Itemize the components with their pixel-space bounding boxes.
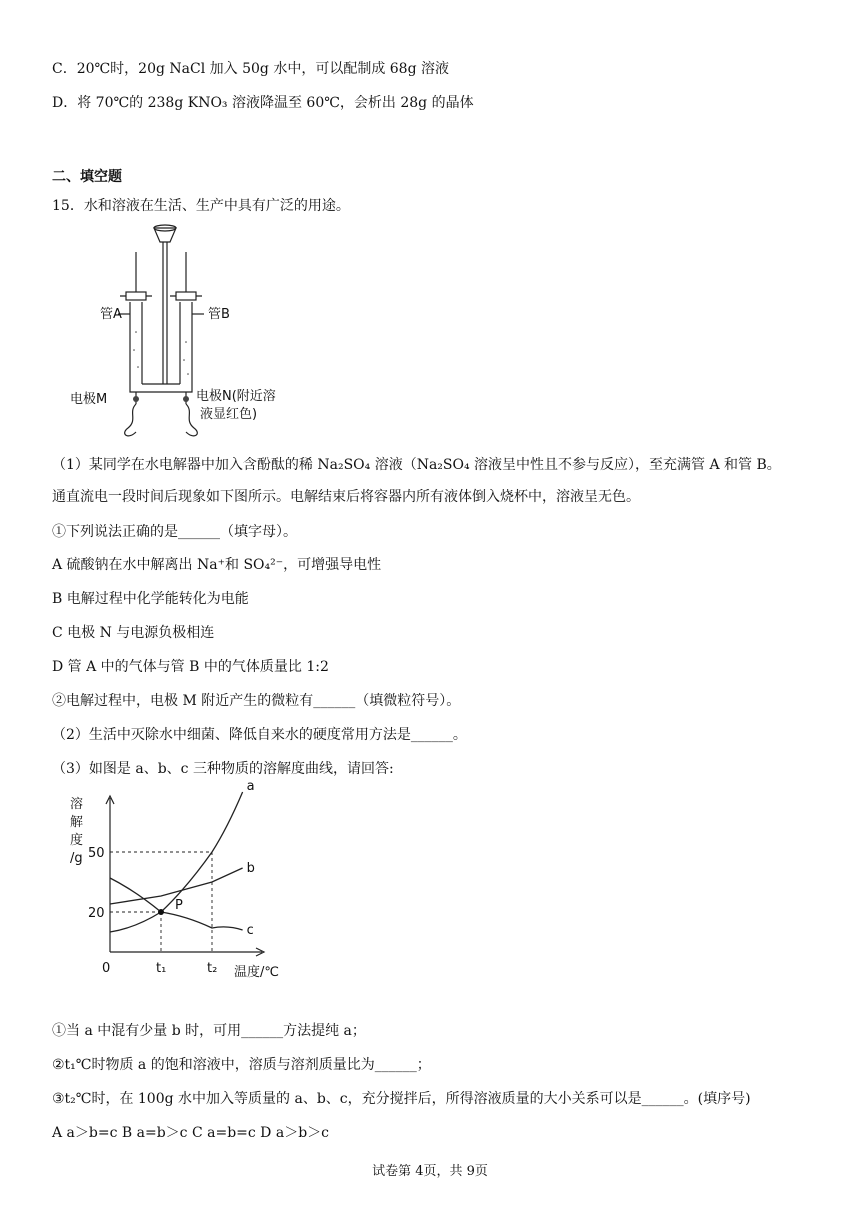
label-electrode-n-2: 液显红色): [200, 407, 258, 422]
wire-n: [186, 404, 197, 436]
y-axis-label: /g: [70, 851, 83, 866]
series-label-b: b: [246, 861, 255, 876]
point-p-label: P: [175, 898, 183, 913]
q1-1: ①下列说法正确的是______（填字母）。: [52, 524, 297, 540]
y-tick-label: 50: [88, 846, 105, 861]
page-footer: 试卷第 4页，共 9页: [372, 1164, 488, 1179]
part3: （3）如图是 a、b、c 三种物质的溶解度曲线，请回答:: [52, 761, 394, 777]
choice-c: C 电极 N 与电源负极相连: [52, 625, 215, 641]
part2: （2）生活中灭除水中细菌、降低自来水的硬度常用方法是______。: [52, 727, 467, 743]
electrode-m-dot: [133, 396, 139, 402]
section-title: 二、填空题: [52, 169, 122, 185]
label-tube-a: 管A: [100, 307, 122, 322]
x-tick-label: 0: [102, 961, 111, 976]
part1-line1: （1）某同学在水电解器中加入含酚酞的稀 Na₂SO₄ 溶液（Na₂SO₄ 溶液呈中性且不参与反应），至充满管 A 和管 B。: [52, 457, 781, 473]
series-label-a: a: [246, 779, 255, 794]
series-label-c: c: [246, 923, 254, 938]
part1-line2: 通直流电一段时间后现象如下图所示。电解结束后将容器内所有液体倒入烧杯中，溶液呈无色。: [52, 489, 640, 505]
label-electrode-n-1: 电极N(附近溶: [196, 389, 276, 404]
y-axis-label: 解: [70, 815, 84, 830]
wire-m: [125, 404, 136, 436]
electrode-n-dot: [183, 396, 189, 402]
choice-a: A 硫酸钠在水中解离出 Na⁺和 SO₄²⁻，可增强导电性: [52, 557, 382, 573]
q3-choices: A a＞b=c B a=b＞c C a=b=c D a＞b＞c: [52, 1125, 330, 1141]
label-electrode-m: 电极M: [70, 392, 108, 407]
question-15-stem: 15．水和溶液在生活、生产中具有广泛的用途。: [52, 198, 350, 214]
solubility-chart: [62, 779, 302, 984]
option-d: D．将 70℃的 238g KNO₃ 溶液降温至 60℃，会析出 28g 的晶体: [52, 95, 474, 111]
electrolysis-apparatus-diagram: [62, 222, 322, 444]
choice-d: D 管 A 中的气体与管 B 中的气体质量比 1:2: [52, 659, 329, 675]
x-tick-label: t₂: [207, 961, 218, 976]
q3-1: ①当 a 中混有少量 b 时，可用______方法提纯 a；: [52, 1023, 366, 1039]
y-axis-label: 溶: [70, 797, 84, 812]
y-tick-label: 20: [88, 906, 105, 921]
label-tube-b: 管B: [208, 307, 230, 322]
x-tick-label: t₁: [156, 961, 167, 976]
y-axis-label: 度: [70, 833, 84, 848]
choice-b: B 电解过程中化学能转化为电能: [52, 591, 249, 607]
q1-2: ②电解过程中，电极 M 附近产生的微粒有______（填微粒符号）。: [52, 693, 461, 709]
q3-2: ②t₁℃时物质 a 的饱和溶液中，溶质与溶剂质量比为______；: [52, 1057, 431, 1073]
point-p: [158, 909, 164, 915]
q3-3: ③t₂℃时，在 100g 水中加入等质量的 a、b、c，充分搅拌后，所得溶液质量的大小关系可以是______。(填序号): [52, 1091, 751, 1107]
x-axis-label: 温度/℃: [234, 965, 279, 980]
option-c: C．20℃时，20g NaCl 加入 50g 水中，可以配制成 68g 溶液: [52, 61, 450, 77]
